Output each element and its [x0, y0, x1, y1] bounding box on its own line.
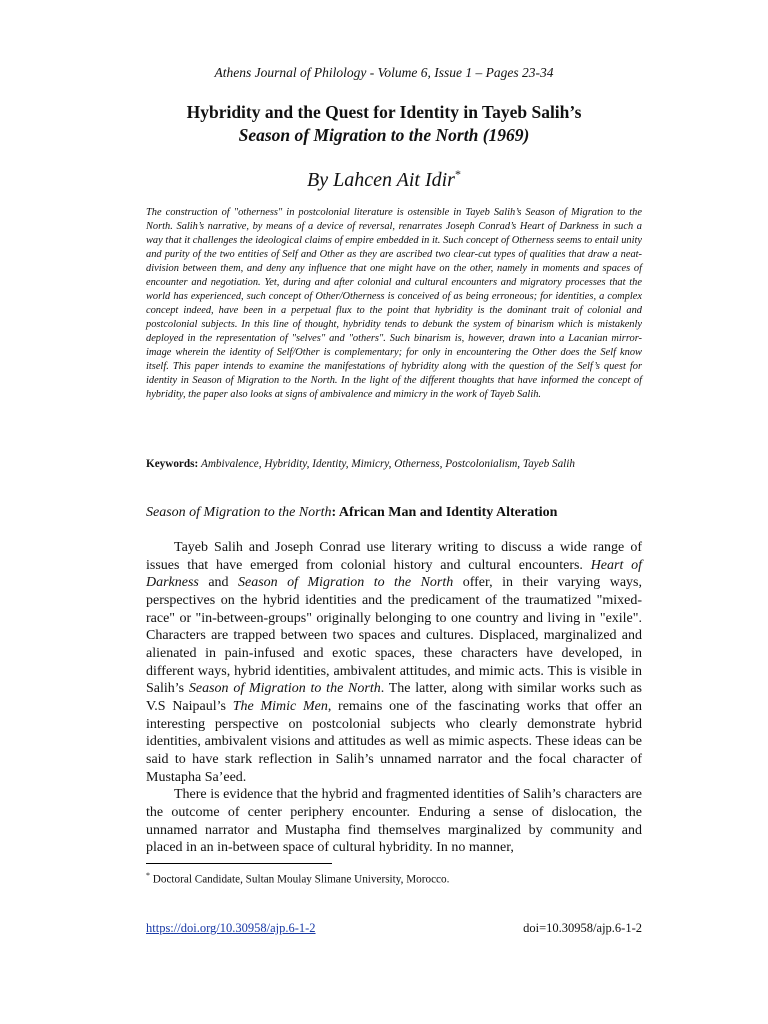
- p1-italic-title: The Mimic Men: [232, 698, 328, 714]
- footnote-text: Doctoral Candidate, Sultan Moulay Slimane University, Morocco.: [152, 873, 450, 886]
- p1-text: . The latter, along with similar works such as V.S Naipaul’s: [146, 681, 643, 714]
- author-name: By Lahcen Ait Idir: [307, 169, 455, 191]
- title-line-1: Hybridity and the Quest for Identity in Tayeb Salih’s: [186, 102, 582, 122]
- section-heading: [146, 505, 642, 521]
- keywords-label: Keywords:: [146, 458, 199, 470]
- p1-text: Tayeb Salih and Joseph Conrad use literary writing to discuss a wide range of issues that have emerged from colonial history and cultural encounters.: [146, 540, 642, 573]
- abstract: The construction of "otherness" in postcolonial literature is ostensible in Tayeb Salih’s Season of Migration to the North. Salih’s narrative, by means of a device of reversal, renarrates Joseph Conrad’s Heart of Darkness in such a way that it challenges the ideological claims of empire embedded in it. Such concept of Otherness seems to entail unity and purity of the two entities of Self and Other as they are ascribed two clear-cut types of qualities that draw a neat-division between them, and deny any influence that one might have on the other, namely in moments and spaces of encounter and negotiation. Yet, during and after colonial and cultural encounters and migratory processes that the world has experienced, such concept of Other/Otherness is conceived of as being erroneous; for identities, a complex concept indeed, have been in a perpetual flux to the point that hybridity is the dominant trait of colonial and postcolonial subjects. In this line of thought, hybridity tends to debunk the system of binarism which is mistakenly deployed in the representation of "selves" and "others". Such binarism is, however, drawn into a Lacanian mirror-image wherein the identity of Self/Other is complementary; for only in encountering the Other does the Self know itself. This paper intends to examine the manifestations of hybridity along with the question of the Self’s quest for identity in Season of Migration to the North. In the light of the different thoughts that have informed the concept of hybridity, the paper also looks at signs of ambivalence and mimicry in the work of Tayeb Salih.: [146, 207, 642, 400]
- footnote-divider: [146, 863, 332, 864]
- keywords: [146, 458, 642, 470]
- paper-title: [0, 101, 768, 147]
- body-text: [146, 539, 642, 857]
- paragraph-1: [146, 539, 642, 786]
- doi-link[interactable]: https://doi.org/10.30958/ajp.6-1-2: [146, 921, 316, 935]
- paragraph-2: There is evidence that the hybrid and fragmented identities of Salih’s characters are the outcome of center periphery encounter. Enduring a sense of dislocation, the unnamed narrator and Mustapha find themselves marginalized by community and placed in an in-between space of cultural hybridity. In no manner,: [146, 787, 642, 856]
- p1-italic-title: Season of Migration to the North: [238, 575, 454, 591]
- doi-identifier: doi=10.30958/ajp.6-1-2: [523, 921, 642, 935]
- footnote-mark: *: [146, 871, 150, 880]
- author-footnote-mark: *: [454, 167, 461, 181]
- author-byline: [0, 167, 768, 192]
- p1-italic-title: Heart of Darkness: [146, 557, 642, 591]
- journal-header: Athens Journal of Philology - Volume 6, Issue 1 – Pages 23-34: [214, 65, 554, 80]
- p1-text: offer, in their varying ways, perspectives on the hybrid identities and the predicament of the traumatized "mixed-race" or "in-between-groups" originally belonging to one country and living in "exile". Characters are trapped between two spaces and cultures. Displaced, marginalized and alienated in pain-infused and exotic spaces, these characters have developed, in different ways, hybrid identities, ambivalent attitudes, and mimic acts. This is visible in Salih’s: [146, 575, 643, 697]
- p1-text: and: [198, 575, 239, 591]
- keywords-list: Ambivalence, Hybridity, Identity, Mimicry, Otherness, Postcolonialism, Tayeb Salih: [201, 458, 575, 470]
- section-heading-italic: Season of Migration to the North: [146, 505, 332, 520]
- p1-italic-title: Season of Migration to the North: [188, 681, 381, 697]
- footnote: [146, 871, 642, 886]
- section-heading-rest: : African Man and Identity Alteration: [331, 505, 558, 520]
- title-line-2: Season of Migration to the North (1969): [238, 125, 530, 145]
- p1-text: , remains one of the fascinating works that offer an interesting perspective on postcolonial subjects who clearly demonstrate hybrid identities, ambivalent visions and attitudes as well as mimic aspects. These ideas can be said to have stark reflection in Salih’s unnamed narrator and the focal character of Mustapha Sa’eed.: [146, 698, 642, 785]
